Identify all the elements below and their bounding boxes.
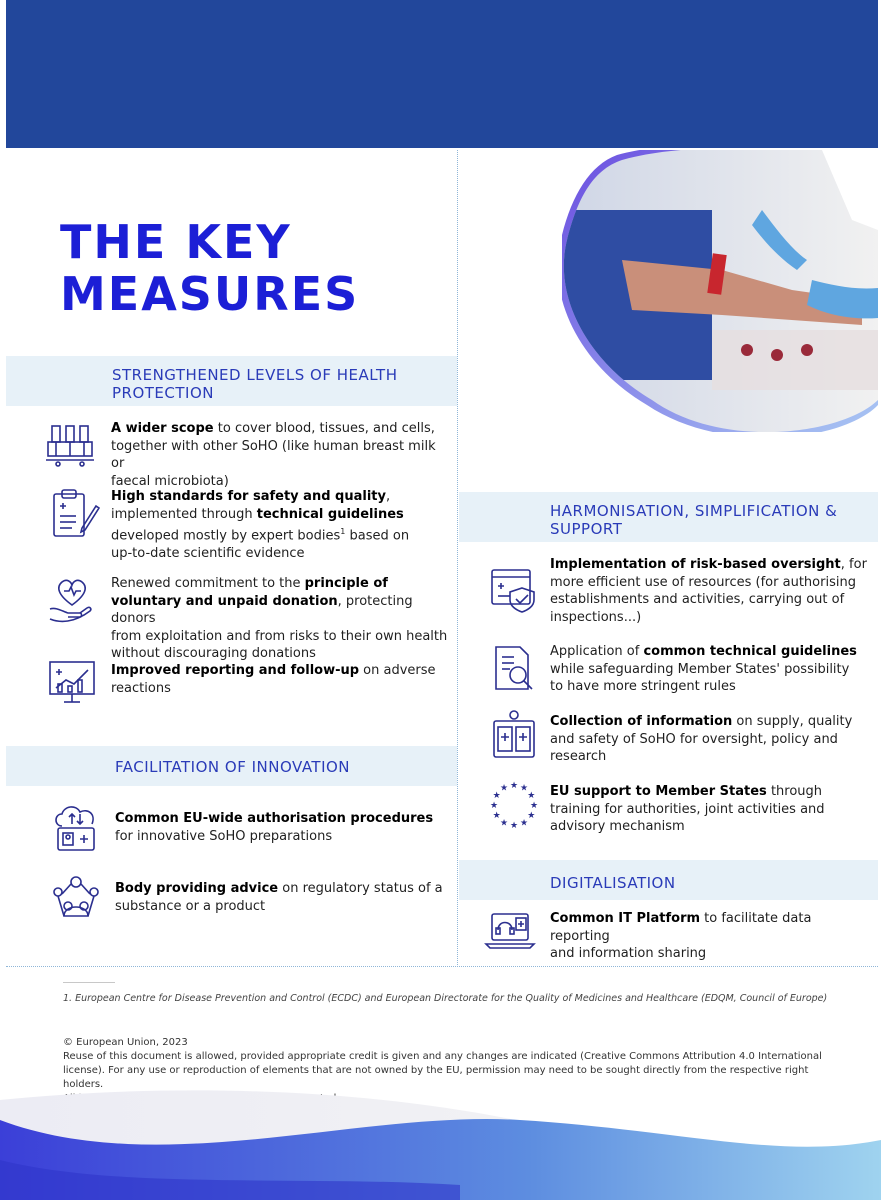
item-text: , for bbox=[840, 557, 867, 572]
section-heading-line: STRENGTHENED LEVELS OF HEALTH bbox=[112, 366, 398, 384]
laptop-support-icon bbox=[484, 902, 536, 954]
item-bold-text: Common IT Platform bbox=[550, 911, 701, 926]
item-text: to have more stringent rules bbox=[550, 679, 736, 694]
blood-donation-photo bbox=[562, 150, 878, 432]
item-text: through bbox=[766, 784, 823, 799]
item-bold-text: Common EU-wide authorisation procedures bbox=[115, 811, 434, 826]
clipboard-checklist-icon bbox=[48, 488, 100, 540]
eu-star: ★ bbox=[492, 791, 501, 801]
eu-star: ★ bbox=[527, 791, 536, 801]
item-bold-text: High standards for safety and quality bbox=[111, 489, 386, 504]
item-text: Renewed commitment to the bbox=[111, 576, 305, 591]
eu-star: ★ bbox=[499, 783, 509, 794]
item-text: substance or a product bbox=[115, 898, 266, 914]
item-text: more efficient use of resources (for authorising bbox=[550, 574, 856, 590]
item-bold-text: Improved reporting and follow-up bbox=[111, 663, 360, 678]
item-text: , protecting donors bbox=[111, 593, 413, 626]
item-text: based on bbox=[345, 528, 410, 544]
item-text: advisory mechanism bbox=[550, 819, 685, 834]
copyright-line: license). For any use or reproduction of elements that are not owned by the EU, permission may need to be sought directly from the respective right holders. bbox=[63, 1065, 809, 1090]
page-title bbox=[60, 216, 359, 320]
section-heading-line: HARMONISATION, SIMPLIFICATION & bbox=[550, 502, 838, 520]
eu-star: ★ bbox=[527, 811, 536, 821]
item-text: implemented through bbox=[111, 506, 257, 522]
item-text: to facilitate data reporting bbox=[550, 911, 812, 944]
item-bold-text: common technical guidelines bbox=[643, 644, 857, 659]
section-heading-harmonisation bbox=[459, 492, 878, 542]
column-divider bbox=[457, 150, 458, 965]
heart-hand-icon bbox=[46, 575, 98, 627]
section-heading-digitalisation bbox=[459, 860, 878, 900]
item-text: while safeguarding Member States' possibility bbox=[550, 661, 850, 677]
footnote: 1. European Centre for Disease Prevention and Control (ECDC) and European Directorate for the Quality of Medicines and Healthcare (EDQM, Council of Europe) bbox=[63, 993, 828, 1004]
item-bold-text: EU support to Member States bbox=[550, 784, 767, 799]
eu-star: ★ bbox=[519, 783, 529, 794]
item-text: and safety of SoHO for oversight, policy and bbox=[550, 731, 838, 747]
copyright-line: Reuse of this document is allowed, provided appropriate credit is given and any changes are indicated (Creative Commons Attribution 4.0 International bbox=[63, 1051, 822, 1062]
eu-star: ★ bbox=[519, 818, 529, 829]
monitor-chart-icon bbox=[46, 658, 98, 710]
item-text: without discouraging donations bbox=[111, 646, 316, 661]
item-bold-text: A wider scope bbox=[111, 421, 214, 436]
item-text: to cover blood, tissues, and cells, bbox=[213, 421, 435, 436]
item-text: from exploitation and from risks to their own health bbox=[111, 628, 448, 644]
section-heading-line: FACILITATION OF INNOVATION bbox=[115, 758, 351, 776]
item-text: on regulatory status of a bbox=[278, 881, 443, 896]
eu-star: ★ bbox=[499, 818, 509, 829]
expert-network-icon bbox=[50, 872, 102, 924]
copyright-line: © European Union, 2023 bbox=[63, 1037, 188, 1048]
footer-divider bbox=[6, 966, 878, 967]
footnote-marker: 1 bbox=[340, 527, 346, 536]
eu-star: ★ bbox=[509, 821, 519, 831]
item-text: reactions bbox=[111, 680, 171, 696]
item-bold-text: technical guidelines bbox=[256, 506, 404, 522]
browser-shield-icon bbox=[488, 564, 540, 616]
eu-star: ★ bbox=[489, 801, 499, 811]
item-bold-text: Body providing advice bbox=[115, 881, 279, 896]
document-magnifier-icon bbox=[488, 643, 540, 695]
section-heading-health-protection bbox=[6, 356, 457, 406]
item-text: faecal microbiota) bbox=[111, 473, 229, 489]
item-bold-text: Collection of information bbox=[550, 714, 733, 729]
item-text: on adverse bbox=[359, 663, 436, 678]
item-text: developed mostly by expert bodies bbox=[111, 528, 341, 544]
item-text: training for authorities, joint activities and bbox=[550, 801, 825, 817]
cloud-authorisation-icon bbox=[50, 802, 102, 854]
eu-star: ★ bbox=[492, 811, 501, 821]
section-heading-line: SUPPORT bbox=[550, 520, 623, 538]
title-line-2: MEASURES bbox=[60, 267, 360, 321]
footnote-rule bbox=[63, 982, 115, 983]
medical-clipboard-icon bbox=[488, 709, 540, 761]
item-text: establishments and activities, carrying out of bbox=[550, 592, 845, 607]
eu-stars-icon bbox=[488, 779, 540, 831]
item-bold-text: principle of bbox=[304, 576, 388, 591]
item-bold-text: voluntary and unpaid donation bbox=[111, 593, 338, 609]
section-heading-innovation bbox=[6, 746, 457, 786]
item-text: , bbox=[385, 489, 391, 504]
item-text: up-to-date scientific evidence bbox=[111, 545, 305, 561]
footer-wave bbox=[0, 1080, 881, 1200]
section-heading-line: PROTECTION bbox=[112, 384, 215, 402]
eu-star: ★ bbox=[509, 781, 519, 791]
item-text: Application of bbox=[550, 644, 644, 659]
item-bold-text: Implementation of risk-based oversight bbox=[550, 557, 841, 572]
item-text: on supply, quality bbox=[732, 714, 853, 729]
item-text: inspections...) bbox=[550, 609, 642, 625]
blood-bags-icon bbox=[44, 420, 96, 472]
item-text: together with other SoHO (like human breast milk or bbox=[111, 438, 436, 471]
item-text: and information sharing bbox=[550, 946, 707, 961]
section-heading-line: DIGITALISATION bbox=[550, 874, 676, 892]
title-line-1: THE KEY bbox=[60, 215, 292, 269]
item-text: research bbox=[550, 749, 607, 764]
eu-star: ★ bbox=[529, 801, 539, 811]
header-band bbox=[6, 0, 878, 148]
item-text: for innovative SoHO preparations bbox=[115, 828, 333, 844]
